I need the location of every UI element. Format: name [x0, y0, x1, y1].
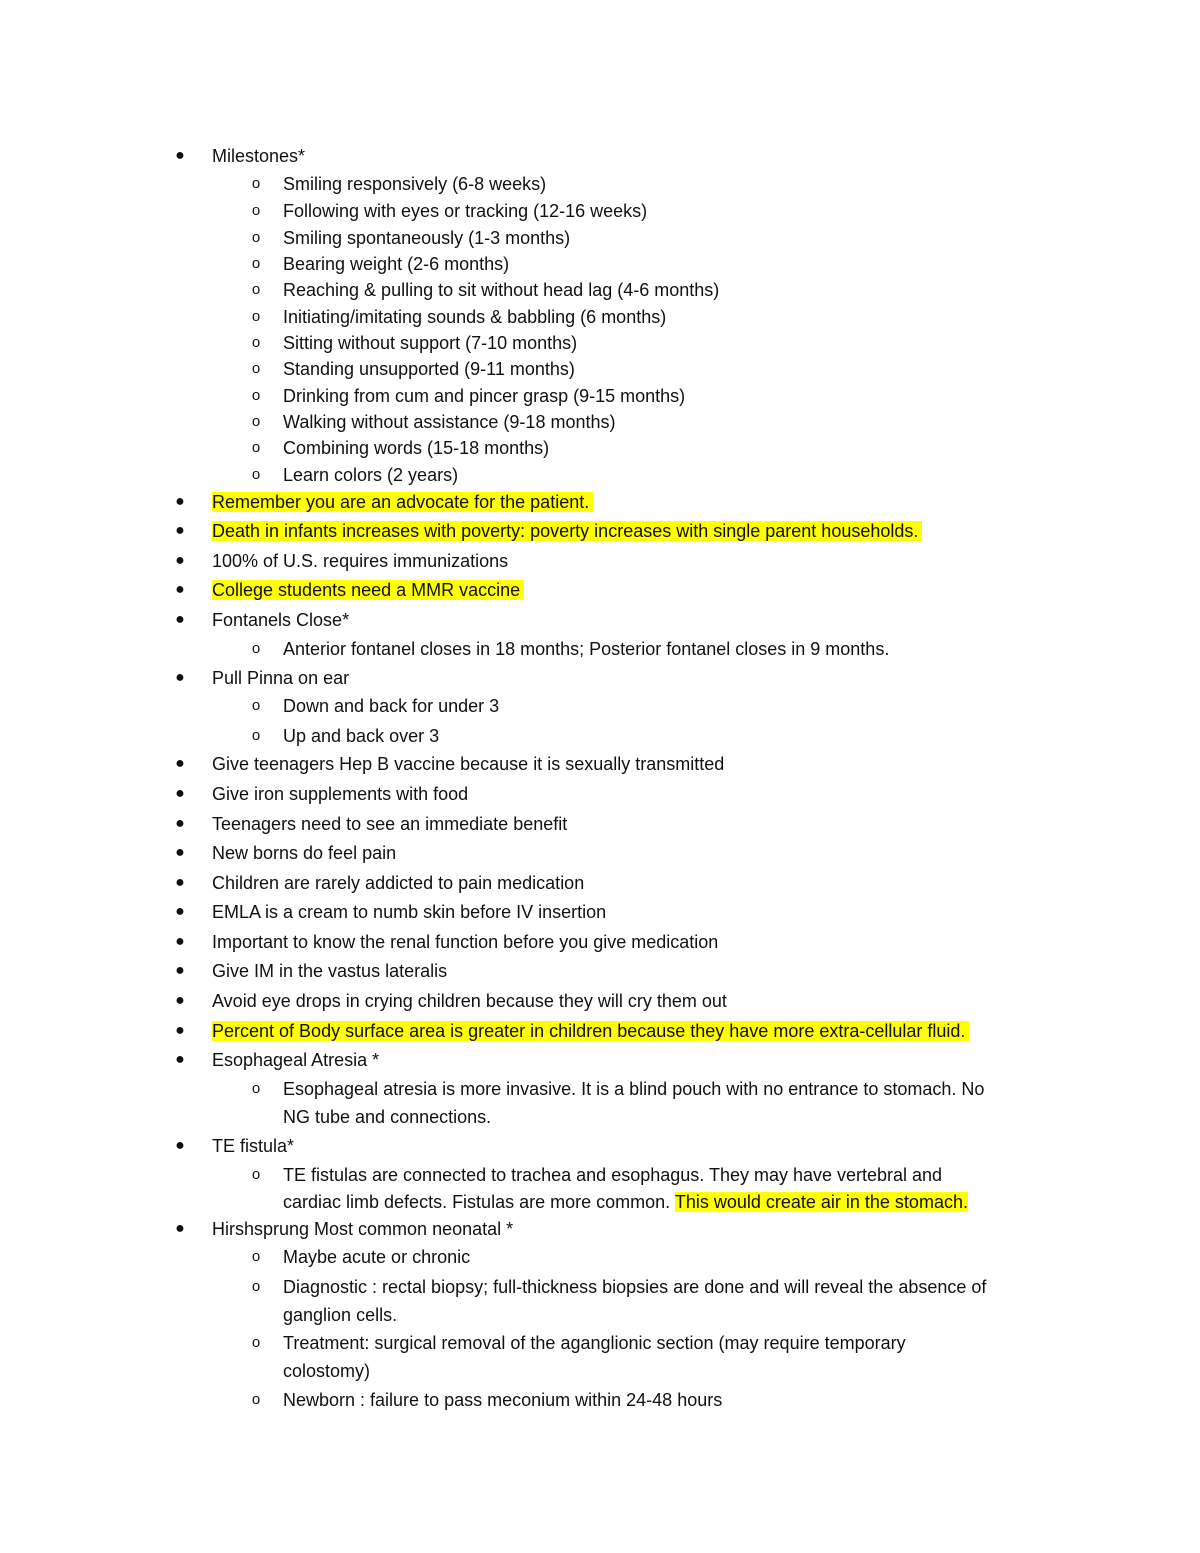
sub-list-item — [0, 1331, 1200, 1355]
list-item-main-text: colostomy) — [283, 1361, 371, 1381]
list-item — [0, 900, 1200, 924]
sub-bullet-icon: o — [251, 1080, 261, 1097]
list-item-text — [212, 1019, 973, 1043]
sub-list-item — [0, 252, 1200, 276]
list-item-text — [212, 812, 567, 836]
list-item-main-text: Newborn : failure to pass meconium within 24-48 hours — [283, 1390, 723, 1410]
sub-bullet-icon: o — [251, 175, 261, 192]
list-item-main-text: Death in infants increases with poverty: poverty increases with single parent households. — [212, 521, 922, 541]
list-item-text — [283, 357, 575, 381]
sub-bullet-icon: o — [251, 334, 261, 351]
list-item — [0, 930, 1200, 954]
list-item-text — [212, 752, 724, 776]
list-item-text — [212, 490, 597, 514]
list-item-main-text: Hirshsprung Most common neonatal * — [212, 1219, 514, 1239]
list-item-main-text: Give iron supplements with food — [212, 784, 469, 804]
list-item — [0, 608, 1200, 632]
list-item — [0, 871, 1200, 895]
bullet-icon: ● — [175, 962, 185, 979]
list-item-text — [283, 1331, 906, 1355]
sub-bullet-icon: o — [251, 1334, 261, 1351]
list-item-text — [283, 694, 499, 718]
list-item-main-text: ganglion cells. — [283, 1305, 398, 1325]
bullet-icon: ● — [175, 844, 185, 861]
list-item-text — [212, 1048, 379, 1072]
list-item-main-text: Smiling responsively (6-8 weeks) — [283, 174, 547, 194]
bullet-icon: ● — [175, 903, 185, 920]
list-item-main-text: Teenagers need to see an immediate benefit — [212, 814, 568, 834]
sub-bullet-icon: o — [251, 413, 261, 430]
list-item-text — [283, 172, 546, 196]
sub-list-item — [0, 694, 1200, 718]
sub-list-item — [0, 1245, 1200, 1269]
list-item-text — [283, 1388, 722, 1412]
list-item-main-text: Remember you are an advocate for the patient. — [212, 492, 593, 512]
sub-list-item — [0, 724, 1200, 748]
sub-bullet-icon: o — [251, 202, 261, 219]
list-item-main-text: Following with eyes or tracking (12-16 weeks) — [283, 201, 648, 221]
list-item-main-text: College students need a MMR vaccine — [212, 580, 524, 600]
list-item-main-text: Drinking from cum and pincer grasp (9-15 months) — [283, 386, 686, 406]
bullet-icon: ● — [175, 815, 185, 832]
list-item — [0, 578, 1200, 602]
list-item — [0, 1134, 1200, 1158]
list-item-main-text: EMLA is a cream to numb skin before IV insertion — [212, 902, 607, 922]
sub-list-item — [0, 1388, 1200, 1412]
list-item-main-text: Important to know the renal function before you give medication — [212, 932, 719, 952]
list-item-text — [283, 1303, 397, 1327]
list-item-text — [212, 841, 396, 865]
sub-bullet-icon: o — [251, 229, 261, 246]
list-item-text — [212, 608, 349, 632]
sub-bullet-icon: o — [251, 387, 261, 404]
bullet-icon: ● — [175, 147, 185, 164]
sub-bullet-icon: o — [251, 255, 261, 272]
list-item-text — [283, 1190, 968, 1214]
bullet-icon: ● — [175, 1022, 185, 1039]
sub-list-item — [0, 1163, 1200, 1187]
sub-list-item — [0, 278, 1200, 302]
list-item — [0, 1217, 1200, 1241]
list-item-text — [283, 331, 577, 355]
list-item-text — [283, 1105, 491, 1129]
sub-bullet-icon: o — [251, 281, 261, 298]
sub-list-item — [0, 331, 1200, 355]
list-item — [0, 959, 1200, 983]
list-item-main-text: Fontanels Close* — [212, 610, 350, 630]
list-item-main-text: Maybe acute or chronic — [283, 1247, 471, 1267]
list-item-text — [212, 1134, 294, 1158]
list-item-text — [283, 463, 458, 487]
bullet-icon: ● — [175, 611, 185, 628]
list-item-main-text: Reaching & pulling to sit without head lag (4-6 months) — [283, 280, 720, 300]
list-item-text — [212, 871, 584, 895]
bullet-icon: ● — [175, 581, 185, 598]
list-item-text — [283, 1359, 370, 1383]
list-item-text — [212, 959, 447, 983]
list-item-text — [212, 782, 468, 806]
sub-list-item — [0, 1359, 1200, 1383]
list-item — [0, 989, 1200, 1013]
list-item — [0, 519, 1200, 543]
list-item-text — [212, 989, 727, 1013]
list-item-text — [283, 1245, 470, 1269]
sub-list-item — [0, 1303, 1200, 1327]
list-item-main-text: NG tube and connections. — [283, 1107, 492, 1127]
sub-list-item — [0, 463, 1200, 487]
list-item — [0, 1019, 1200, 1043]
bullet-icon: ● — [175, 785, 185, 802]
list-item-main-text: Esophageal Atresia * — [212, 1050, 380, 1070]
list-item-main-text: Smiling spontaneously (1-3 months) — [283, 228, 571, 248]
list-item-main-text: Sitting without support (7-10 months) — [283, 333, 578, 353]
sub-list-item — [0, 384, 1200, 408]
sub-bullet-icon: o — [251, 727, 261, 744]
list-item-text — [212, 900, 606, 924]
sub-list-item — [0, 410, 1200, 434]
list-item-main-text: Anterior fontanel closes in 18 months; Posterior fontanel closes in 9 months. — [283, 639, 890, 659]
list-item-text — [212, 578, 528, 602]
sub-list-item — [0, 1077, 1200, 1101]
list-item-main-text: Initiating/imitating sounds & babbling (6 months) — [283, 307, 667, 327]
bullet-icon: ● — [175, 755, 185, 772]
list-item-text — [283, 724, 439, 748]
bullet-icon: ● — [175, 522, 185, 539]
highlighted-text: This would create air in the stomach. — [674, 1192, 968, 1212]
sub-list-item — [0, 357, 1200, 381]
list-item — [0, 144, 1200, 168]
list-item-main-text: TE fistulas are connected to trachea and esophagus. They may have vertebral and — [283, 1165, 943, 1185]
list-item-text — [283, 637, 889, 661]
sub-bullet-icon: o — [251, 1391, 261, 1408]
list-item-main-text: Give teenagers Hep B vaccine because it is sexually transmitted — [212, 754, 725, 774]
bullet-icon: ● — [175, 1220, 185, 1237]
list-item-main-text: Give IM in the vastus lateralis — [212, 961, 448, 981]
list-item-main-text: cardiac limb defects. Fistulas are more common. — [283, 1192, 671, 1212]
sub-list-item — [0, 436, 1200, 460]
sub-bullet-icon: o — [251, 640, 261, 657]
sub-list-item — [0, 199, 1200, 223]
list-item-text — [283, 278, 719, 302]
sub-list-item — [0, 1105, 1200, 1129]
list-item-text — [212, 519, 926, 543]
list-item-main-text: Bearing weight (2-6 months) — [283, 254, 510, 274]
list-item-main-text: Pull Pinna on ear — [212, 668, 350, 688]
list-item-text — [283, 199, 647, 223]
sub-bullet-icon: o — [251, 439, 261, 456]
list-item — [0, 812, 1200, 836]
sub-bullet-icon: o — [251, 360, 261, 377]
list-item-main-text: Treatment: surgical removal of the aganglionic section (may require temporary — [283, 1333, 906, 1353]
sub-list-item — [0, 1190, 1200, 1214]
list-item — [0, 490, 1200, 514]
sub-list-item — [0, 637, 1200, 661]
list-item-main-text: Children are rarely addicted to pain medication — [212, 873, 585, 893]
list-item-text — [283, 1163, 942, 1187]
bullet-icon: ● — [175, 1051, 185, 1068]
list-item-main-text: TE fistula* — [212, 1136, 295, 1156]
sub-bullet-icon: o — [251, 1248, 261, 1265]
sub-bullet-icon: o — [251, 697, 261, 714]
bullet-icon: ● — [175, 992, 185, 1009]
list-item-text — [283, 1077, 984, 1101]
list-item-text — [283, 252, 509, 276]
list-item-main-text: Percent of Body surface area is greater in children because they have more extra-cellular fluid. — [212, 1021, 969, 1041]
bullet-icon: ● — [175, 874, 185, 891]
list-item — [0, 549, 1200, 573]
list-item-text — [212, 666, 349, 690]
list-item-text — [212, 930, 718, 954]
list-item-main-text: 100% of U.S. requires immunizations — [212, 551, 509, 571]
list-item-text — [283, 1275, 986, 1299]
sub-list-item — [0, 226, 1200, 250]
list-item — [0, 841, 1200, 865]
bullet-icon: ● — [175, 493, 185, 510]
sub-list-item — [0, 305, 1200, 329]
list-item-main-text: Walking without assistance (9-18 months) — [283, 412, 616, 432]
list-item — [0, 782, 1200, 806]
list-item-main-text: Learn colors (2 years) — [283, 465, 459, 485]
list-item-main-text: Avoid eye drops in crying children because they will cry them out — [212, 991, 727, 1011]
sub-list-item — [0, 172, 1200, 196]
list-item-main-text: Milestones* — [212, 146, 306, 166]
list-item — [0, 1048, 1200, 1072]
sub-list-item — [0, 1275, 1200, 1299]
sub-bullet-icon: o — [251, 1166, 261, 1183]
list-item-main-text: New borns do feel pain — [212, 843, 397, 863]
list-item-main-text: Diagnostic : rectal biopsy; full-thickness biopsies are done and will reveal the absence of — [283, 1277, 987, 1297]
list-item-main-text: Standing unsupported (9-11 months) — [283, 359, 575, 379]
bullet-icon: ● — [175, 669, 185, 686]
bullet-icon: ● — [175, 1137, 185, 1154]
sub-bullet-icon: o — [251, 466, 261, 483]
sub-bullet-icon: o — [251, 1278, 261, 1295]
list-item-text — [212, 144, 305, 168]
list-item-text — [283, 410, 615, 434]
list-item-text — [283, 384, 685, 408]
list-item-text — [212, 549, 508, 573]
list-item-text — [283, 305, 666, 329]
list-item-text — [283, 436, 549, 460]
list-item — [0, 666, 1200, 690]
list-item-main-text: Esophageal atresia is more invasive. It is a blind pouch with no entrance to stomach. No — [283, 1079, 985, 1099]
bullet-icon: ● — [175, 552, 185, 569]
list-item-main-text: Up and back over 3 — [283, 726, 440, 746]
list-item-text — [283, 226, 570, 250]
list-item-main-text: Combining words (15-18 months) — [283, 438, 550, 458]
list-item-main-text: Down and back for under 3 — [283, 696, 500, 716]
bullet-icon: ● — [175, 933, 185, 950]
list-item-text — [212, 1217, 513, 1241]
list-item — [0, 752, 1200, 776]
sub-bullet-icon: o — [251, 308, 261, 325]
